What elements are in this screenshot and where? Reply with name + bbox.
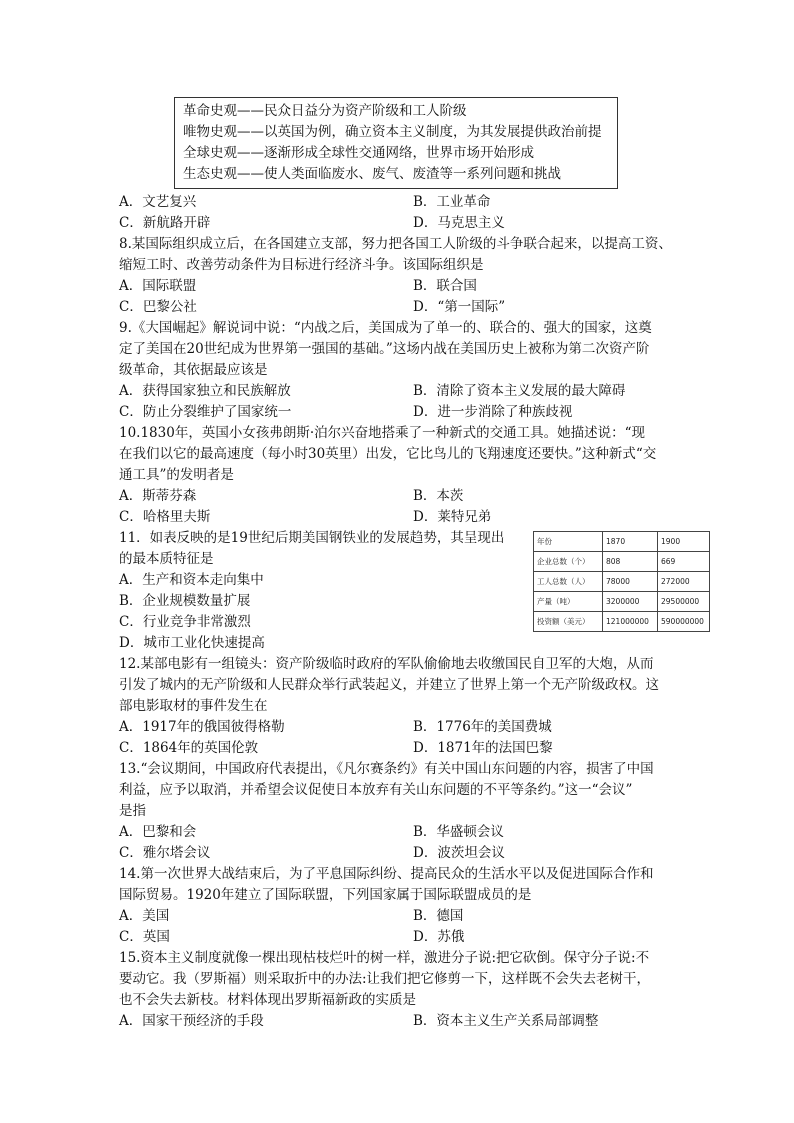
table-cell: 808	[603, 552, 658, 572]
q10-option-c: C．哈格里夫斯	[119, 509, 211, 525]
q12-option-b: B．1776年的美国费城	[413, 719, 552, 735]
q15-option-a: A．国家干预经济的手段	[119, 1013, 264, 1029]
q13-stem: 13.“会议期间，中国政府代表提出，《凡尔赛条约》有关中国山东问题的内容，损害了中国	[119, 761, 654, 777]
table-row	[534, 612, 710, 632]
table-cell: 投资额（美元）	[534, 612, 603, 632]
q13-stem: 利益，应予以取消，并希望会议促使日本放弃有关山东问题的不平等条约。”这一“会议”	[119, 782, 633, 798]
table-cell: 29500000	[658, 592, 710, 612]
q11-stem: 11．如表反映的是19世纪后期美国钢铁业的发展趋势，其呈现出	[119, 530, 505, 546]
q10-stem: 在我们以它的最高速度（每小时30英里）出发，它比鸟儿的飞翔速度还要快。”这种新式“交	[119, 446, 657, 462]
q14-option-c: C．英国	[119, 929, 170, 945]
q14-option-b: B．德国	[413, 908, 464, 924]
q12-stem: 12.某部电影有一组镜头：资产阶级临时政府的军队偷偷地去收缴国民自卫军的大炮，从而	[119, 656, 654, 672]
q7-option-c: C．新航路开辟	[119, 215, 211, 231]
q13-option-d: D．波茨坦会议	[413, 845, 505, 861]
q9-stem: 9.《大国崛起》解说词中说：“内战之后，美国成为了单一的、联合的、强大的国家，这奠	[119, 320, 652, 336]
table-cell: 1870	[603, 532, 658, 552]
q15-option-b: B．资本主义生产关系局部调整	[413, 1013, 599, 1029]
q8-option-b: B．联合国	[413, 278, 477, 294]
q15-stem: 也不会失去新枝。材料体现出罗斯福新政的实质是	[119, 992, 416, 1008]
q10-option-b: B．本茨	[413, 488, 464, 504]
q13-option-b: B．华盛顿会议	[413, 824, 504, 840]
q12-option-c: C．1864年的英国伦敦	[119, 740, 259, 756]
box-line: 生态史观——使人类面临废水、废气、废渣等一系列问题和挑战	[183, 166, 561, 182]
q10-stem: 10.1830年，英国小女孩弗朗斯·泊尔兴奋地搭乘了一种新式的交通工具。她描述说：“现	[119, 425, 646, 441]
table-cell: 产量（吨）	[534, 592, 603, 612]
box-line: 全球史观——逐渐形成全球性交通网络，世界市场开始形成	[183, 145, 534, 161]
box-line: 唯物史观——以英国为例，确立资本主义制度，为其发展提供政治前提	[183, 124, 602, 140]
q7-option-d: D．马克思主义	[413, 215, 505, 231]
q9-option-a: A．获得国家独立和民族解放	[119, 383, 291, 399]
table-row	[534, 552, 710, 572]
q8-stem: 8.某国际组织成立后，在各国建立支部，努力把各国工人阶级的斗争联合起来，以提高工资、	[119, 236, 672, 252]
q10-stem: 通工具”的发明者是	[119, 467, 234, 483]
q14-stem: 14.第一次世界大战结束后，为了平息国际纠纷、提高民众的生活水平以及促进国际合作和	[119, 866, 654, 882]
q9-option-d: D．进一步消除了种族歧视	[413, 404, 573, 420]
q14-stem: 国际贸易。1920年建立了国际联盟，下列国家属于国际联盟成员的是	[119, 887, 532, 903]
q12-stem: 引发了城内的无产阶级和人民群众举行武装起义，并建立了世界上第一个无产阶级政权。这	[119, 677, 659, 693]
q10-option-d: D．莱特兄弟	[413, 509, 492, 525]
table-cell: 3200000	[603, 592, 658, 612]
steel-industry-table	[533, 531, 710, 632]
q13-option-c: C．雅尔塔会议	[119, 845, 211, 861]
table-cell: 1900	[658, 532, 710, 552]
q9-stem: 定了美国在20世纪成为世界第一强国的基础。”这场内战在美国历史上被称为第二次资产阶	[119, 341, 650, 357]
q12-option-d: D．1871年的法国巴黎	[413, 740, 553, 756]
q9-stem: 级革命，其依据最应该是	[119, 362, 268, 378]
box-line: 革命史观——民众日益分为资产阶级和工人阶级	[183, 103, 467, 119]
q13-stem: 是指	[119, 803, 146, 819]
q15-stem: 要动它。我（罗斯福）则采取折中的办法:让我们把它修剪一下，这样既不会失去老树干，	[119, 971, 651, 987]
table-cell: 272000	[658, 572, 710, 592]
q15-stem: 15.资本主义制度就像一棵出现枯枝烂叶的树一样，激进分子说:把它砍倒。保守分子说:不	[119, 950, 650, 966]
table-row	[534, 572, 710, 592]
table-row	[534, 592, 710, 612]
q9-option-b: B．清除了资本主义发展的最大障碍	[413, 383, 626, 399]
table-cell: 669	[658, 552, 710, 572]
q12-stem: 部电影取材的事件发生在	[119, 698, 268, 714]
q11-option-d: D．城市工业化快速提高	[119, 635, 265, 651]
q7-option-a: A．文艺复兴	[119, 194, 197, 210]
q11-option-b: B．企业规模数量扩展	[119, 593, 251, 609]
table-cell: 78000	[603, 572, 658, 592]
q8-option-d: D．“第一国际”	[413, 299, 506, 315]
q11-option-a: A．生产和资本走向集中	[119, 572, 264, 588]
q8-option-a: A．国际联盟	[119, 278, 197, 294]
table-row	[534, 532, 710, 552]
table-cell: 590000000	[658, 612, 710, 632]
q8-option-c: C．巴黎公社	[119, 299, 197, 315]
q10-option-a: A．斯蒂芬森	[119, 488, 197, 504]
q8-stem: 缩短工时、改善劳动条件为目标进行经济斗争。该国际组织是	[119, 257, 484, 273]
q9-option-c: C．防止分裂维护了国家统一	[119, 404, 292, 420]
q11-stem: 的最本质特征是	[119, 551, 214, 567]
historical-perspectives-box	[174, 97, 618, 189]
table-cell: 年份	[534, 532, 603, 552]
q11-option-c: C．行业竞争非常激烈	[119, 614, 251, 630]
q12-option-a: A．1917年的俄国彼得格勒	[119, 719, 285, 735]
q14-option-a: A．美国	[119, 908, 170, 924]
q14-option-d: D．苏俄	[413, 929, 465, 945]
q13-option-a: A．巴黎和会	[119, 824, 197, 840]
table-cell: 工人总数（人）	[534, 572, 603, 592]
table-cell: 121000000	[603, 612, 658, 632]
q7-option-b: B．工业革命	[413, 194, 491, 210]
table-cell: 企业总数（个）	[534, 552, 603, 572]
